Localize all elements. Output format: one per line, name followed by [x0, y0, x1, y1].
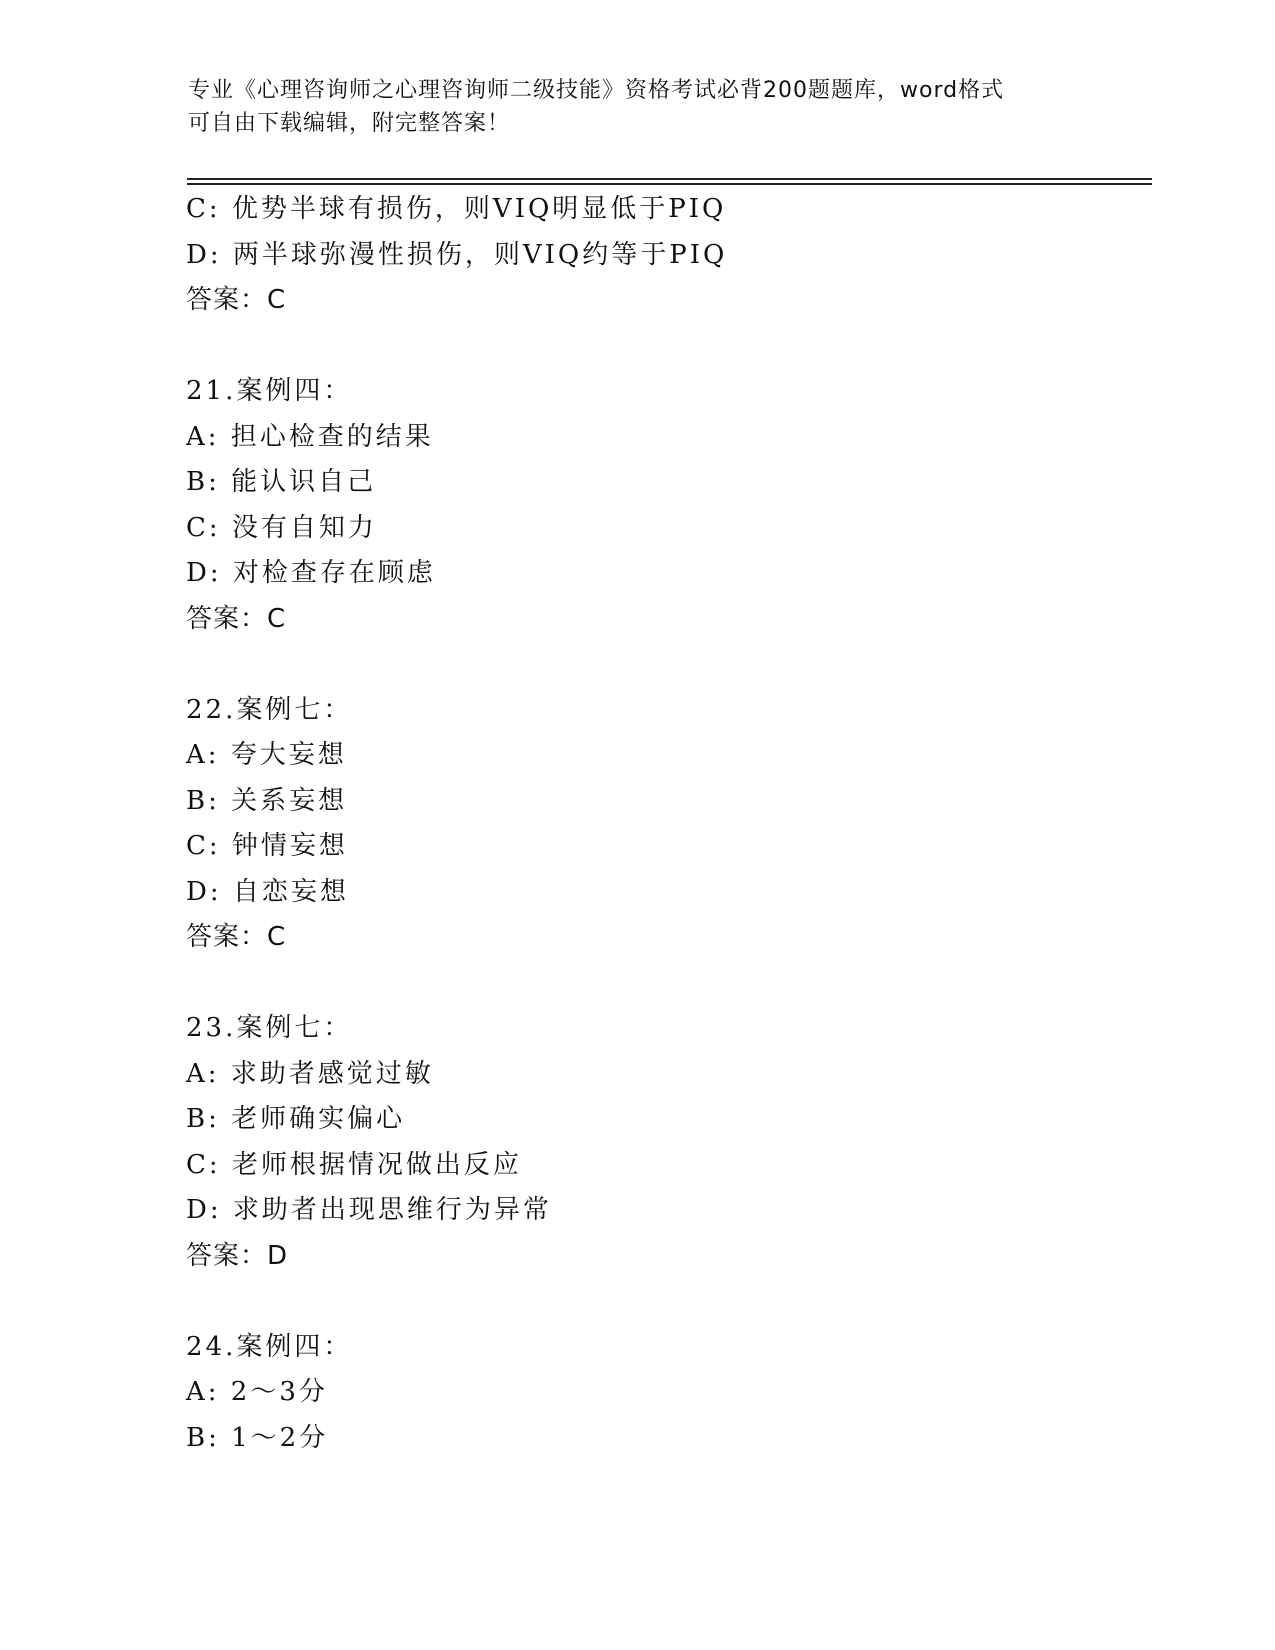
spacer: [186, 961, 1136, 1007]
option-d: D: 对检查存在顾虑: [186, 558, 436, 588]
question-block-continued: [186, 187, 1136, 324]
question-block: [186, 1325, 1136, 1462]
header-rule-bottom: [187, 183, 1152, 185]
question-list: [186, 187, 1136, 1461]
option-a: A: 求助者感觉过敏: [186, 1058, 434, 1089]
header-rule-top: [187, 178, 1152, 180]
option-b: B: 能认识自己: [186, 467, 377, 497]
spacer: [186, 324, 1136, 370]
question-block: [186, 369, 1136, 642]
option-b: B: 1～2分: [186, 1422, 329, 1453]
header-line-1: 专业《心理咨询师之心理咨询师二级技能》资格考试必背200题题库，word格式: [188, 78, 1005, 103]
option-d: D: 自恋妄想: [186, 876, 349, 907]
spacer: [186, 1279, 1136, 1325]
question-title: 21.案例四：: [186, 376, 353, 406]
question-title: 22.案例七：: [186, 694, 353, 725]
option-c: C: 老师根据情况做出反应: [186, 1149, 522, 1180]
question-title: 23.案例七：: [186, 1013, 353, 1043]
header-line-2: 可自由下载编辑，附完整答案！: [188, 111, 511, 136]
option-c: C: 钟情妄想: [186, 831, 348, 861]
answer-line: 答案：D: [186, 1240, 289, 1271]
option-d: D: 求助者出现思维行为异常: [186, 1195, 552, 1225]
answer-line: 答案：C: [186, 603, 287, 634]
answer-line: 答案：C: [186, 285, 287, 315]
option-c: C: 优势半球有损伤，则VIQ明显低于PIQ: [186, 194, 727, 224]
answer-line: 答案：C: [186, 922, 287, 952]
option-d: D: 两半球弥漫性损伤，则VIQ约等于PIQ: [186, 239, 728, 270]
option-b: B: 关系妄想: [186, 785, 348, 816]
document-header: [188, 74, 1088, 140]
option-b: B: 老师确实偏心: [186, 1104, 406, 1134]
spacer: [186, 642, 1136, 688]
option-a: A: 担心检查的结果: [186, 421, 434, 452]
question-block: [186, 688, 1136, 961]
question-title: 24.案例四：: [186, 1331, 353, 1362]
question-block: [186, 1006, 1136, 1279]
option-a: A: 2～3分: [186, 1377, 328, 1407]
option-a: A: 夸大妄想: [186, 740, 347, 770]
option-c: C: 没有自知力: [186, 512, 377, 543]
